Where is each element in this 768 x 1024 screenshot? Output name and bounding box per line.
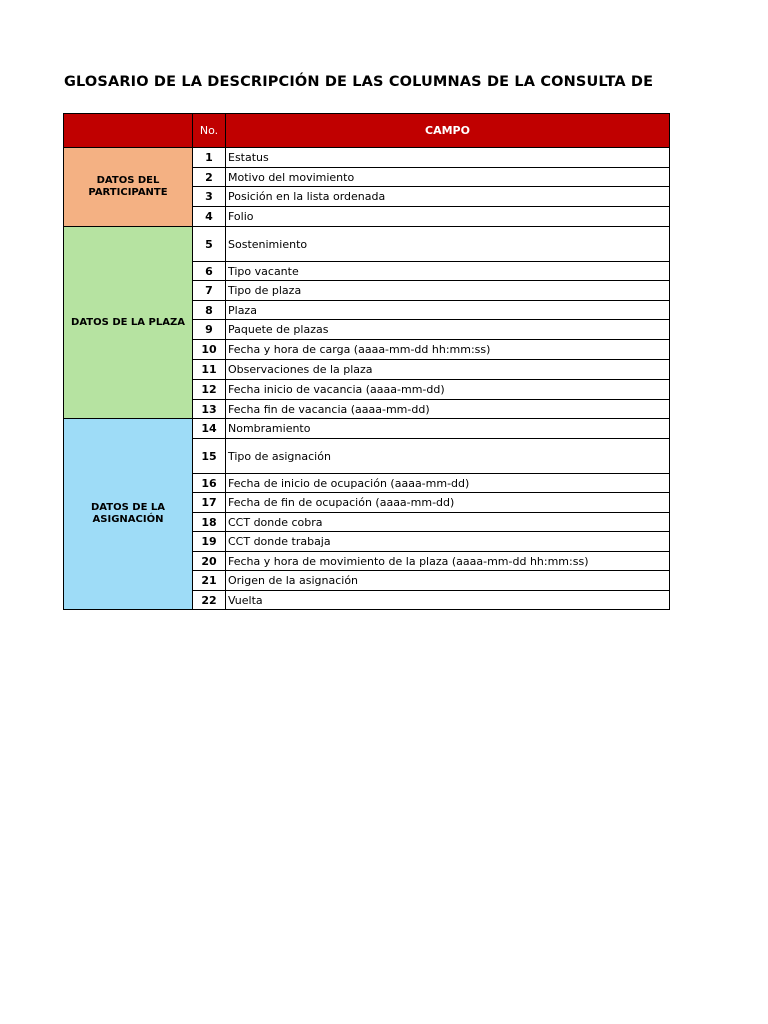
row-campo: CCT donde cobra: [226, 513, 670, 532]
row-campo: Tipo de plaza: [226, 281, 670, 301]
row-campo: Tipo vacante: [226, 262, 670, 281]
group-plaza: DATOS DE LA PLAZA: [64, 227, 193, 419]
row-number: 16: [193, 474, 226, 493]
row-number: 2: [193, 168, 226, 187]
glossary-table: [63, 113, 670, 610]
row-number: 9: [193, 320, 226, 340]
row-campo: Motivo del movimiento: [226, 168, 670, 187]
row-number: 20: [193, 552, 226, 571]
row-number: 13: [193, 400, 226, 419]
table-header-row: [64, 114, 670, 148]
row-campo: Fecha inicio de vacancia (aaaa-mm-dd): [226, 380, 670, 400]
group-asignacion: DATOS DE LA ASIGNACIÓN: [64, 419, 193, 610]
row-campo: Tipo de asignación: [226, 439, 670, 474]
row-campo: Plaza: [226, 301, 670, 320]
row-number: 14: [193, 419, 226, 439]
row-number: 1: [193, 148, 226, 168]
row-campo: Paquete de plazas: [226, 320, 670, 340]
row-number: 8: [193, 301, 226, 320]
row-campo: Sostenimiento: [226, 227, 670, 262]
table-row: [64, 227, 670, 262]
row-number: 11: [193, 360, 226, 380]
page-title: GLOSARIO DE LA DESCRIPCIÓN DE LAS COLUMNAS DE LA CONSULTA DE: [64, 74, 654, 90]
row-number: 21: [193, 571, 226, 591]
group-participante: DATOS DEL PARTICIPANTE: [64, 148, 193, 227]
table-row: [64, 148, 670, 168]
table-row: [64, 419, 670, 439]
row-number: 3: [193, 187, 226, 207]
row-number: 17: [193, 493, 226, 513]
campo-column-header: CAMPO: [226, 114, 670, 148]
row-number: 19: [193, 532, 226, 552]
no-column-header: No.: [193, 114, 226, 148]
row-campo: Fecha y hora de movimiento de la plaza (aaaa-mm-dd hh:mm:ss): [226, 552, 670, 571]
row-number: 18: [193, 513, 226, 532]
row-number: 22: [193, 591, 226, 610]
row-campo: Fecha de inicio de ocupación (aaaa-mm-dd): [226, 474, 670, 493]
row-campo: Estatus: [226, 148, 670, 168]
row-campo: Nombramiento: [226, 419, 670, 439]
group-header-cell: [64, 114, 193, 148]
row-number: 7: [193, 281, 226, 301]
row-campo: Fecha de fin de ocupación (aaaa-mm-dd): [226, 493, 670, 513]
row-number: 10: [193, 340, 226, 360]
row-number: 15: [193, 439, 226, 474]
row-campo: CCT donde trabaja: [226, 532, 670, 552]
row-campo: Folio: [226, 207, 670, 227]
row-campo: Observaciones de la plaza: [226, 360, 670, 380]
row-campo: Posición en la lista ordenada: [226, 187, 670, 207]
row-number: 12: [193, 380, 226, 400]
row-campo: Fecha y hora de carga (aaaa-mm-dd hh:mm:ss): [226, 340, 670, 360]
row-campo: Vuelta: [226, 591, 670, 610]
row-number: 6: [193, 262, 226, 281]
row-number: 5: [193, 227, 226, 262]
row-campo: Origen de la asignación: [226, 571, 670, 591]
row-number: 4: [193, 207, 226, 227]
row-campo: Fecha fin de vacancia (aaaa-mm-dd): [226, 400, 670, 419]
